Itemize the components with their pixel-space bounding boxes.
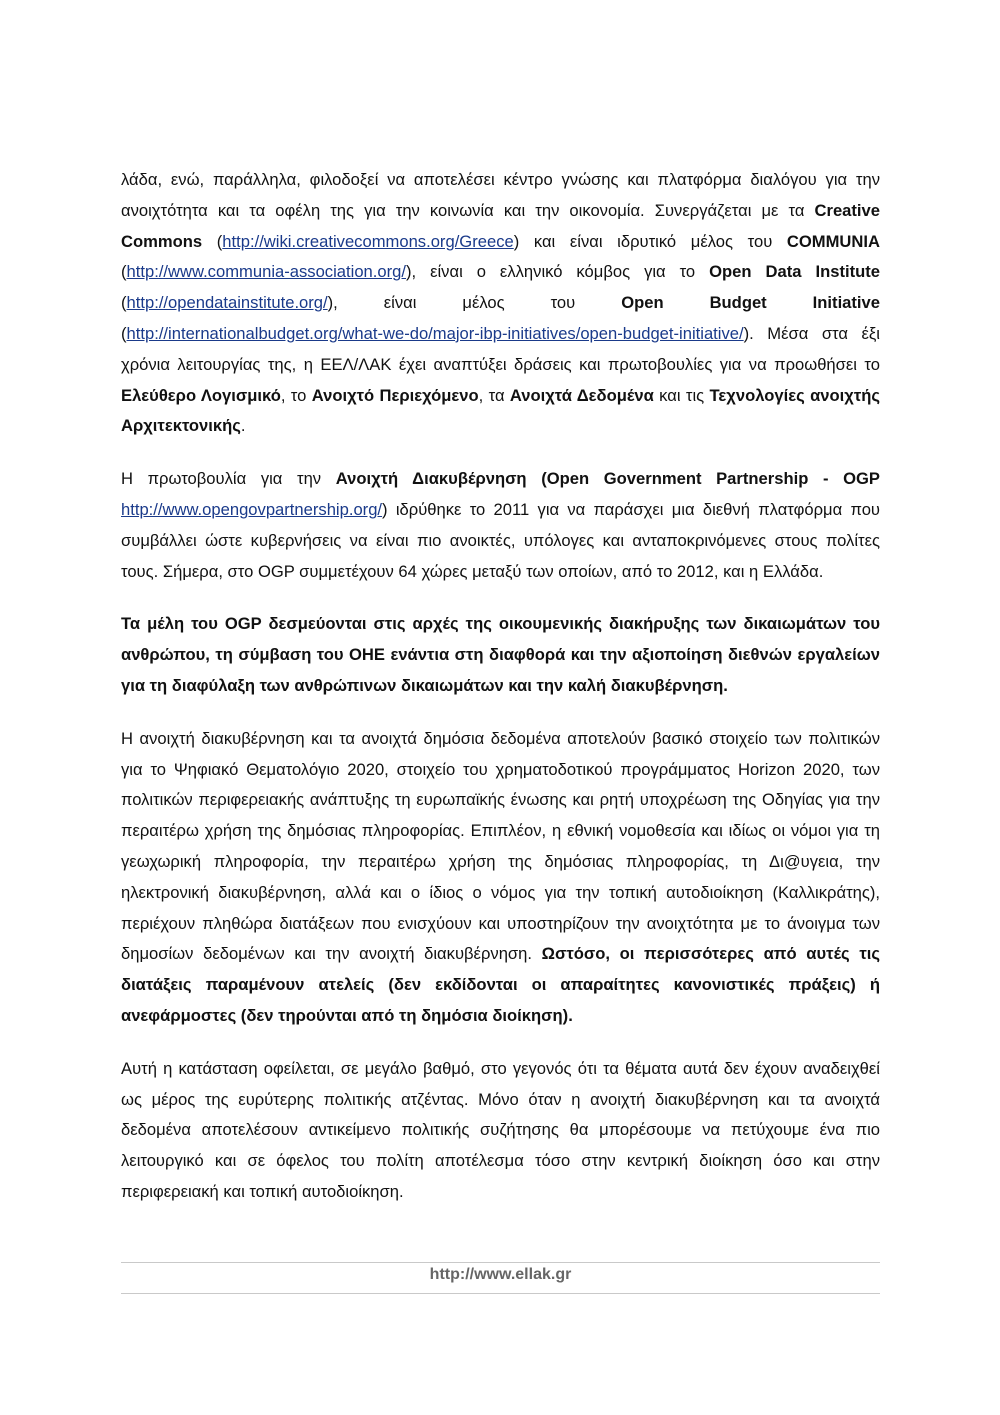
link-opengovpartnership[interactable]: http://www.opengovpartnership.org/ [121,499,383,519]
text: ), είναι μέλος του [327,293,622,313]
text: ( [121,262,127,282]
paragraph-ogp [121,464,880,587]
text: Η ανοιχτή διακυβέρνηση και τα ανοιχτά δημόσια δεδομένα αποτελούν βασικό στοιχείο των πολιτικών για το Ψηφιακό Θεματολόγιο 2020, στοιχείο του χρηματοδοτικού προγράμματος Horizon 2020, των πολιτικών περιφερειακής ανάπτυξης τη ευρωπαϊκής ένωσης και ρητή υποχρέωση της Οδηγίας για την περαιτέρω χρήση της δημόσιας πληροφορίας. Επιπλέον, η εθνική νομοθεσία και ιδίως οι νόμοι για τη γεωχωρική πληροφορία, την περαιτέρω χρήση της δημόσιας πληροφορίας, τη Δι@υγεια, την ηλεκτρονική διακυβέρνηση, αλλά και ο ίδιος ο νόμος για την τοπική αυτοδιοίκηση (Καλλικράτης), περιέχουν πληθώρα διατάξεων που ενισχύουν και υποστηρίζουν την ανοιχτότητα με το άνοιγμα των δημοσίων δεδομένων και την ανοιχτή διακυβέρνηση. [121,728,880,964]
document-body [121,165,880,1230]
bold-text: Ωστόσο, οι περισσότερες από αυτές τις διατάξεις παραμένουν ατελείς (δεν εκδίδονται οι απαραίτητες κανονιστικές πράξεις) ή ανεφάρμοστες (δεν τηρούνται από τη δημόσια διοίκηση). [121,944,880,1025]
bold-text: Open Data Institute [709,262,880,282]
footer-url[interactable]: http://www.ellak.gr [429,1266,572,1283]
footer-divider-top [121,1262,880,1263]
text: λάδα, ενώ, παράλληλα, φιλοδοξεί να αποτελέσει κέντρο γνώσης και πλατφόρμα διαλόγου για την ανοιχτότητα και τα οφέλη της για την κοινωνία και την οικονομία. Συνεργάζεται με τα [121,170,880,220]
bold-text: COMMUNIA [786,231,880,251]
paragraph-ogp-members: Τα μέλη του OGP δεσμεύονται στις αρχές της οικουμενικής διακήρυξης των δικαιωμάτων του ανθρώπου, τη σύμβαση του ΟΗΕ ενάντια στη διαφθορά και την αξιοποίηση διεθνών εργαλείων για τη διαφύλαξη των ανθρώπινων δικαιωμάτων και την καλή διακυβέρνηση. [121,614,880,695]
text: ), είναι ο ελληνικό κόμβος για το [405,262,710,282]
text: ( [202,231,223,251]
paragraph-conclusion: Αυτή η κατάσταση οφείλεται, σε μεγάλο βαθμό, στο γεγονός ότι τα θέματα αυτά δεν έχουν αναδειχθεί ως μέρος της ευρύτερης πολιτικής ατζέντας. Μόνο όταν η ανοιχτή διακυβέρνηση και τα ανοιχτά δεδομένα αποτελέσουν αντικείμενο πολιτικής συζήτησης θα μπορέσουμε να πετύχουμε ένα πιο λειτουργικό και σε όφελος του πολίτη αποτέλεσμα τόσο στην κεντρική διοίκηση όσο και στην περιφερειακή και τοπική αυτοδιοίκηση. [121,1058,880,1201]
link-opendatainstitute[interactable]: http://opendatainstitute.org/ [126,293,328,313]
bold-text: Τεχνολογίες ανοιχτής Αρχιτεκτονικής [121,385,880,436]
text: , τα [478,385,510,405]
bold-text: Ανοιχτό Περιεχόμενο [311,385,479,405]
bold-text: Ανοιχτή Διακυβέρνηση (Open Government Partnership - OGP [335,469,880,489]
text: και τις [653,385,710,405]
text: ( [121,323,127,343]
link-open-budget-initiative[interactable]: http://internationalbudget.org/what-we-do/major-ibp-initiatives/open-budget-initiative/ [126,323,744,343]
link-creativecommons[interactable]: http://wiki.creativecommons.org/Greece [222,231,514,251]
bold-text: Open Budget Initiative [621,293,880,313]
footer-divider-bottom [121,1293,880,1294]
text: ) ιδρύθηκε το 2011 για να παράσχει μια διεθνή πλατφόρμα που συμβάλλει ώστε κυβερνήσεις να είναι πιο ανοικτές, υπόλογες και ανταποκρινόμενες στους πολίτες τους. Σήμερα, στο OGP συμμετέχουν 64 χώρες μεταξύ των οποίων, από το 2012, και η Ελλάδα. [121,499,880,581]
text: ) και είναι ιδρυτικό μέλος του [513,231,787,251]
paragraph-ellak-intro [121,165,880,442]
paragraph-open-governance [121,724,880,1032]
bold-text: Ελεύθερο Λογισμικό [121,385,281,405]
text: ( [121,293,127,313]
text: ). Μέσα στα έξι χρόνια λειτουργίας της, η ΕΕΛ/ΛΑΚ έχει αναπτύξει δράσεις και πρωτοβουλίες για να προωθήσει το [121,323,880,374]
link-communia[interactable]: http://www.communia-association.org/ [126,262,406,282]
text: , το [280,385,312,405]
bold-text: Creative Commons [121,200,880,251]
text: Η πρωτοβουλία για την [121,469,336,489]
bold-text: Ανοιχτά Δεδομένα [509,385,654,405]
text: . [240,416,246,436]
